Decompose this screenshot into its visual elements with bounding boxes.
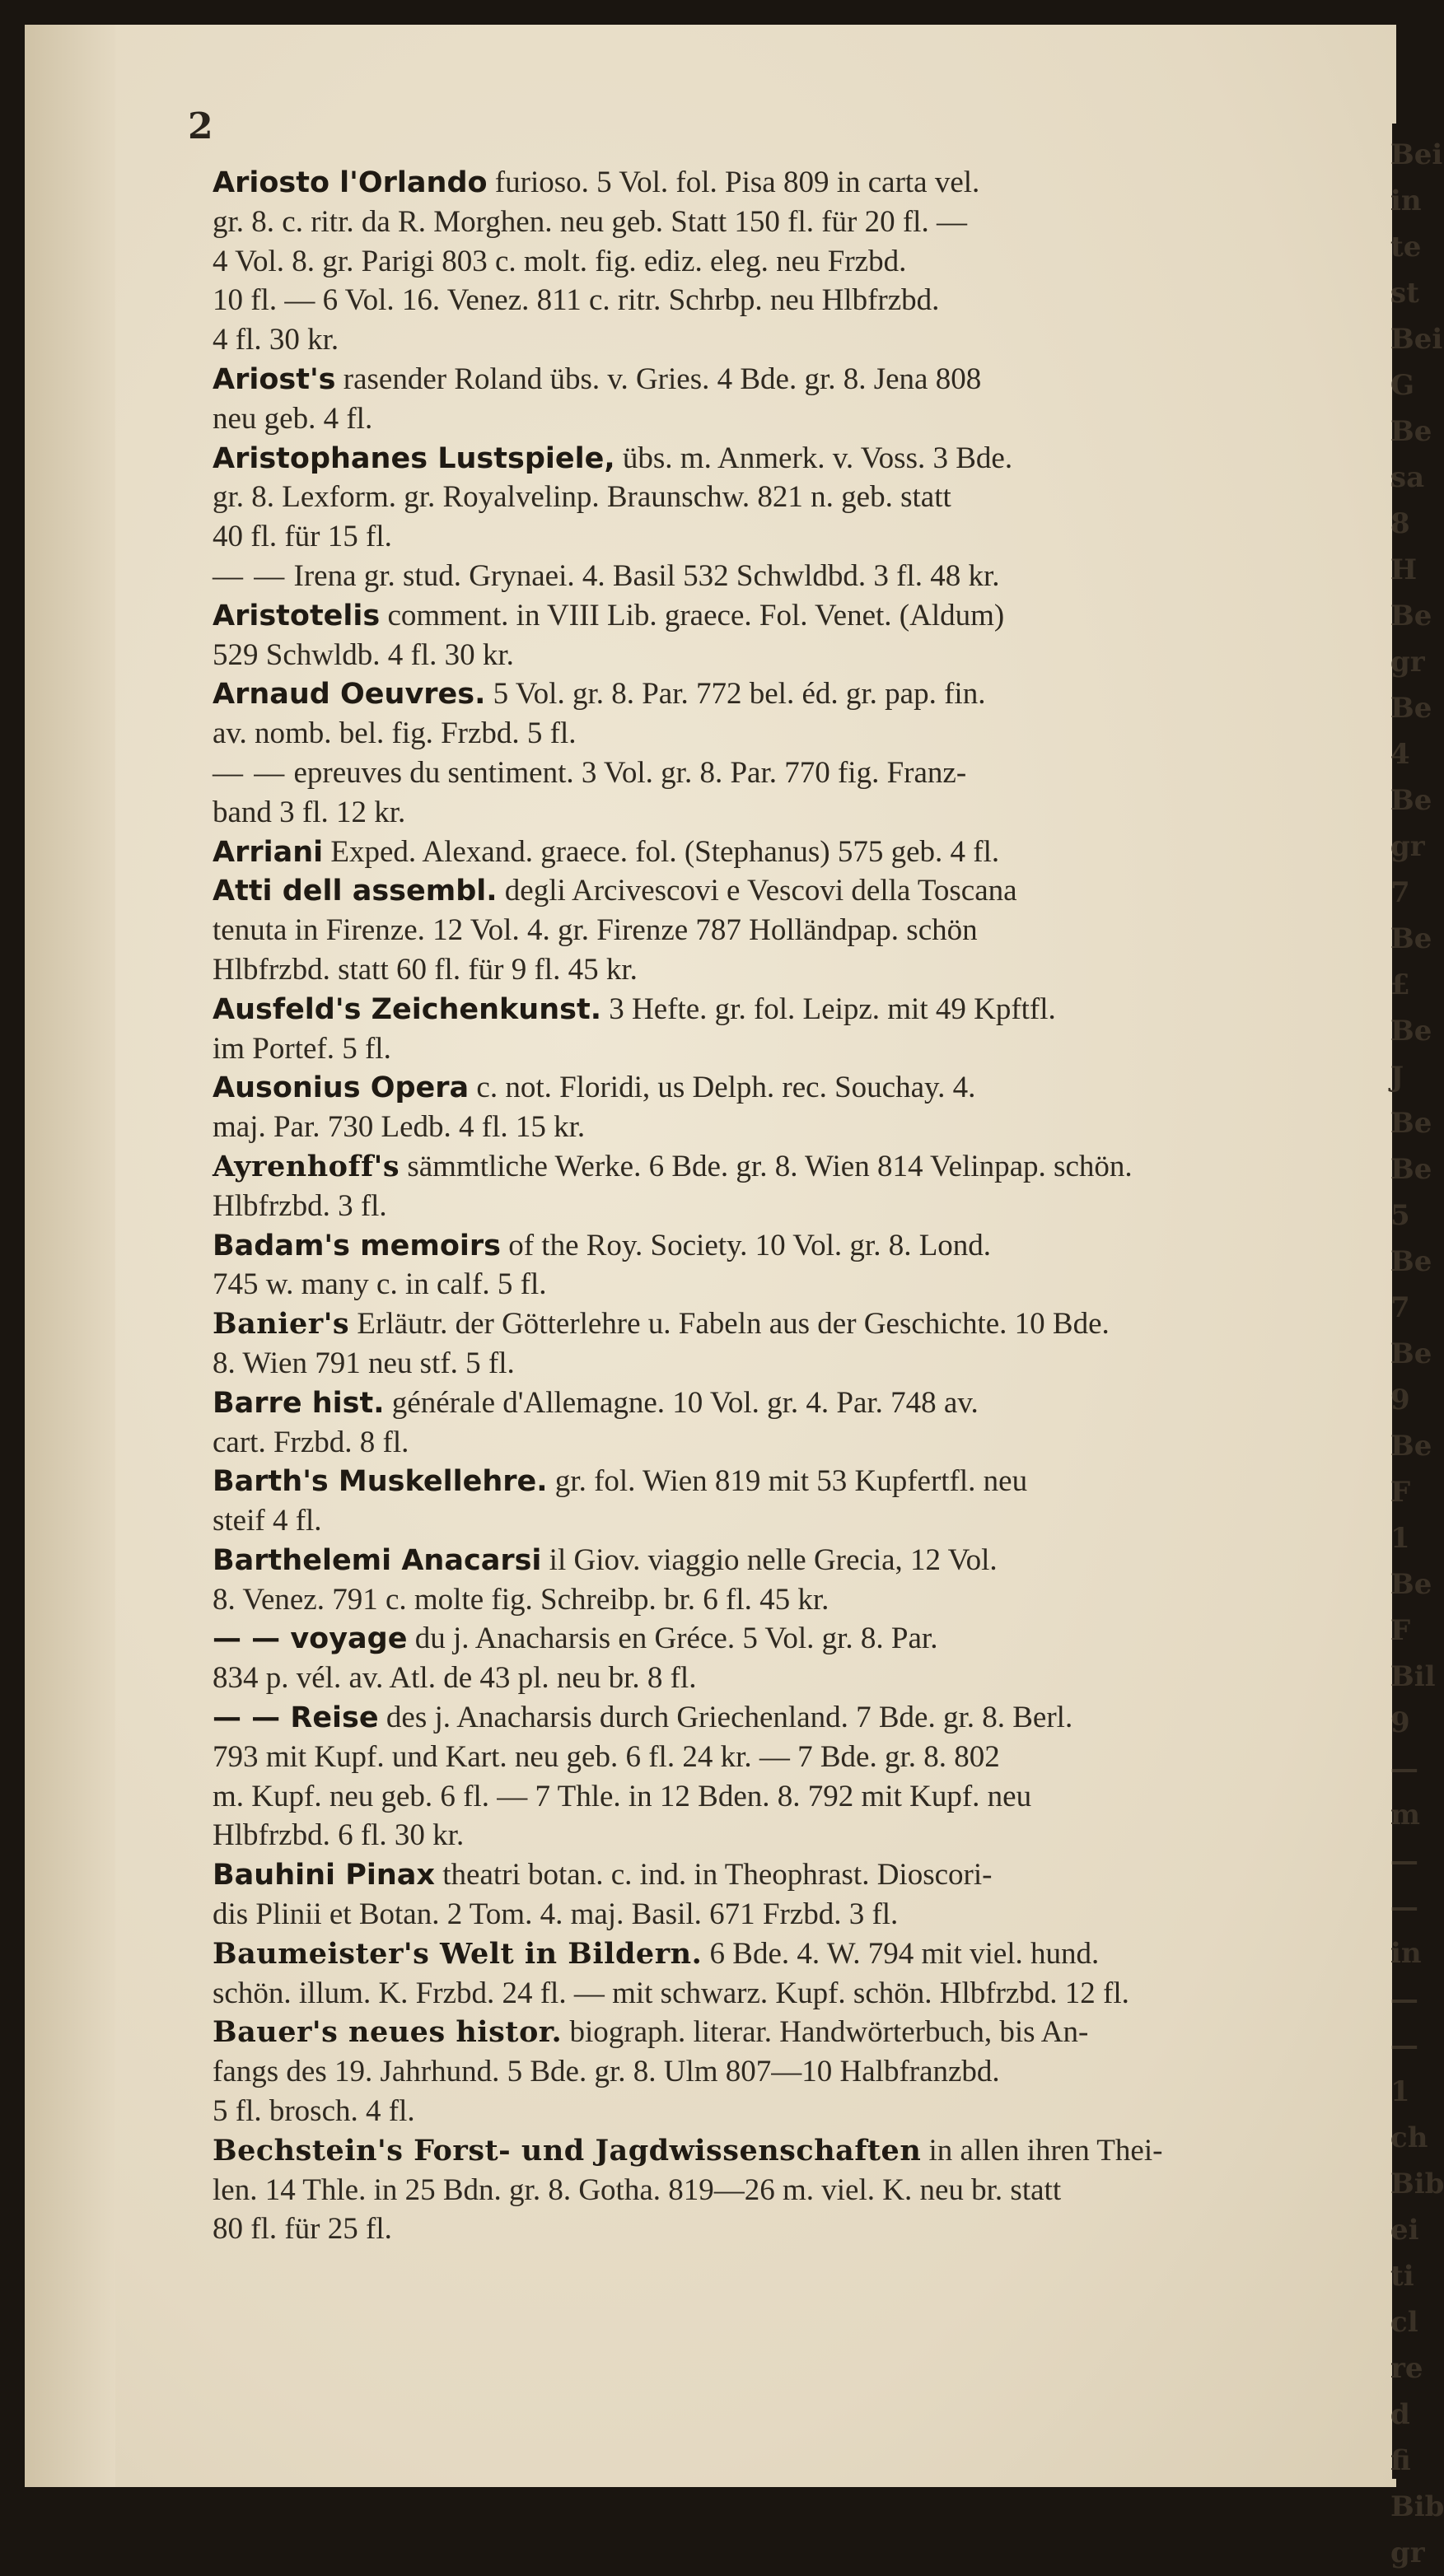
entry-text: 793 mit Kupf. und Kart. neu geb. 6 fl. 24 kr. — 7 Bde. gr. 8. 802 — [213, 1739, 1000, 1774]
entry-text: Erläutr. der Götterlehre u. Fabeln aus der Geschichte. 10 Bde. — [349, 1307, 1110, 1342]
entry-text: neu geb. 4 fl. — [213, 401, 373, 436]
entry-first-line — [213, 557, 1390, 596]
edge-fragment: 5 — [1390, 1199, 1410, 1232]
entry-continuation-line — [213, 714, 1390, 754]
page-number: 2 — [188, 105, 213, 147]
edge-fragment: st — [1390, 277, 1419, 310]
catalog-entry — [213, 1147, 1390, 1226]
entry-continuation-line — [213, 1344, 1390, 1384]
entry-keyword: Barth's Muskellehre. — [213, 1465, 548, 1499]
entry-continuation-line — [213, 1580, 1390, 1620]
edge-fragment: in — [1390, 184, 1422, 217]
entry-first-line — [213, 1855, 1390, 1895]
entry-continuation-line — [213, 242, 1390, 282]
entry-first-line — [213, 674, 1390, 714]
entry-text: m. Kupf. neu geb. 6 fl. — 7 Thle. in 12 Bden. 8. 792 mit Kupf. neu — [213, 1779, 1032, 1813]
edge-fragment: ch — [1390, 2121, 1428, 2154]
entry-text: Exped. Alexand. graece. fol. (Stephanus) 575 geb. 4 fl. — [323, 834, 1000, 869]
entry-text: du j. Anacharsis en Gréce. 5 Vol. gr. 8. Par. — [407, 1622, 938, 1656]
edge-fragment: ti — [1390, 2260, 1414, 2293]
entry-first-line — [213, 1934, 1390, 1974]
entry-first-line — [213, 163, 1390, 203]
entry-continuation-line — [213, 1265, 1390, 1304]
entry-continuation-line — [213, 1659, 1390, 1698]
facing-page-edge — [1390, 132, 1444, 2576]
edge-fragment: Be — [1390, 1107, 1432, 1140]
entry-first-line — [213, 1384, 1390, 1423]
entry-text: theatri botan. c. ind. in Theophrast. Dioscori- — [435, 1858, 993, 1892]
entry-text: 8. Wien 791 neu stf. 5 fl. — [213, 1346, 515, 1380]
entry-continuation-line — [213, 950, 1390, 990]
entry-first-line — [213, 754, 1390, 793]
edge-fragment: fi — [1390, 2444, 1411, 2477]
entry-first-line — [213, 1541, 1390, 1580]
catalog-entry — [213, 871, 1390, 989]
edge-fragment: Be — [1390, 415, 1432, 448]
entry-keyword: — — — [213, 755, 287, 790]
entry-continuation-line — [213, 1738, 1390, 1777]
entry-keyword: Ausonius Opera — [213, 1071, 470, 1105]
entry-text: maj. Par. 730 Ledb. 4 fl. 15 kr. — [213, 1110, 586, 1145]
edge-fragment: gr — [1390, 830, 1425, 863]
entry-text: 8. Venez. 791 c. molte fig. Schreibp. br. 6 fl. 45 kr. — [213, 1582, 829, 1617]
catalog-entry — [213, 439, 1390, 557]
entry-keyword: Ariost's — [213, 362, 336, 396]
catalog-page — [25, 25, 1396, 2487]
entry-text: gr. fol. Wien 819 mit 53 Kupfertfl. neu — [547, 1464, 1028, 1499]
entry-first-line — [213, 1226, 1390, 1266]
entry-continuation-line — [213, 793, 1390, 833]
edge-fragment: — — [1390, 1752, 1418, 1785]
entry-continuation-line — [213, 203, 1390, 242]
page-fold-shadow — [25, 25, 115, 2487]
entry-text: il Giov. viaggio nelle Grecia, 12 Vol. — [541, 1542, 998, 1577]
edge-fragment: Be — [1390, 1153, 1432, 1186]
edge-fragment: Be — [1390, 1337, 1432, 1370]
catalog-entry — [213, 596, 1390, 675]
edge-fragment: Bei — [1390, 138, 1443, 171]
catalog-entry — [213, 2131, 1390, 2249]
entry-text: 4 Vol. 8. gr. Parigi 803 c. molt. fig. ediz. eleg. neu Frzbd. — [213, 244, 907, 278]
catalog-entry — [213, 1541, 1390, 1620]
catalog-entry — [213, 754, 1390, 833]
entry-text: degli Arcivescovi e Vescovi della Toscana — [497, 874, 1017, 908]
edge-fragment: re — [1390, 2352, 1423, 2385]
entry-first-line — [213, 1462, 1390, 1501]
entry-text: rasender Roland übs. v. Gries. 4 Bde. gr. 8. Jena 808 — [335, 362, 982, 396]
edge-fragment: 1 — [1390, 2075, 1410, 2108]
edge-fragment: d — [1390, 2398, 1410, 2431]
edge-fragment: Bil — [1390, 1660, 1436, 1693]
entry-text: biograph. literar. Handwörterbuch, bis An- — [562, 2015, 1089, 2050]
entry-first-line — [213, 2131, 1390, 2171]
entry-continuation-line — [213, 1187, 1390, 1226]
catalog-entry — [213, 1384, 1390, 1463]
entry-continuation-line — [213, 399, 1390, 439]
catalog-entry — [213, 1462, 1390, 1541]
entry-keyword: — — Reise — [213, 1701, 379, 1735]
entry-text: im Portef. 5 fl. — [213, 1031, 391, 1066]
entry-keyword: Banier's — [213, 1307, 350, 1342]
entry-keyword: Barthelemi Anacarsi — [213, 1543, 542, 1577]
catalog-entry — [213, 360, 1390, 439]
entry-first-line — [213, 833, 1390, 872]
edge-fragment: 9 — [1390, 1706, 1410, 1739]
entry-first-line — [213, 360, 1390, 399]
edge-fragment: 4 — [1390, 738, 1410, 771]
entry-text: gr. 8. c. ritr. da R. Morghen. neu geb. Statt 150 fl. für 20 fl. — — [213, 204, 967, 239]
entry-keyword: — — — [213, 558, 287, 593]
edge-fragment: Be — [1390, 1568, 1432, 1601]
entry-text: Hlbfrzbd. 6 fl. 30 kr. — [213, 1818, 465, 1853]
edge-fragment: — — [1390, 1845, 1418, 1878]
edge-fragment: 7 — [1390, 1291, 1410, 1324]
edge-fragment: 1 — [1390, 1522, 1410, 1555]
entry-text: 4 fl. 30 kr. — [213, 323, 339, 357]
entry-keyword: Badam's memoirs — [213, 1229, 501, 1262]
entry-keyword: Barre hist. — [213, 1386, 385, 1420]
entry-continuation-line — [213, 1777, 1390, 1817]
entry-continuation-line — [213, 478, 1390, 517]
entry-continuation-line — [213, 2210, 1390, 2249]
entry-keyword: Ayrenhoff's — [213, 1149, 400, 1183]
entry-text: band 3 fl. 12 kr. — [213, 795, 406, 829]
edge-fragment: Bei — [1390, 323, 1443, 356]
entry-text: sämmtliche Werke. 6 Bde. gr. 8. Wien 814 Velinpap. schön. — [400, 1149, 1133, 1183]
entry-keyword: — — voyage — [213, 1622, 408, 1656]
edge-fragment: Be — [1390, 922, 1432, 955]
edge-fragment: cl — [1390, 2306, 1418, 2339]
edge-fragment: — — [1390, 1891, 1418, 1924]
entry-text: dis Plinii et Botan. 2 Tom. 4. maj. Basil. 671 Frzbd. 3 fl. — [213, 1897, 899, 1932]
entry-text: Irena gr. stud. Grynaei. 4. Basil 532 Schwldbd. 3 fl. 48 kr. — [286, 558, 1000, 593]
entry-text: 10 fl. — 6 Vol. 16. Venez. 811 c. ritr. Schrbp. neu Hlbfrzbd. — [213, 283, 940, 318]
entry-text: av. nomb. bel. fig. Frzbd. 5 fl. — [213, 716, 577, 751]
entry-keyword: Baumeister's Welt in Bildern. — [213, 1936, 703, 1971]
edge-fragment: gr — [1390, 2536, 1425, 2569]
edge-fragment: — — [1390, 2029, 1418, 2062]
entry-text: 5 fl. brosch. 4 fl. — [213, 2094, 415, 2129]
entry-continuation-line — [213, 1423, 1390, 1463]
entry-keyword: Aristotelis — [213, 599, 381, 632]
edge-fragment: Be — [1390, 1015, 1432, 1048]
entry-continuation-line — [213, 320, 1390, 360]
entry-first-line — [213, 1619, 1390, 1659]
entry-text: 40 fl. für 15 fl. — [213, 520, 392, 554]
edge-fragment: Be — [1390, 692, 1432, 725]
entry-text: übs. m. Anmerk. v. Voss. 3 Bde. — [615, 441, 1013, 475]
entry-text: c. not. Floridi, us Delph. rec. Souchay. 4. — [469, 1071, 976, 1105]
entry-first-line — [213, 1068, 1390, 1108]
edge-fragment: Be — [1390, 600, 1432, 632]
edge-fragment: G — [1390, 369, 1415, 402]
entry-text: Hlbfrzbd. statt 60 fl. für 9 fl. 45 kr. — [213, 952, 638, 987]
catalog-entry — [213, 163, 1390, 360]
catalog-entry — [213, 1934, 1390, 2014]
catalog-entry — [213, 1698, 1390, 1855]
edge-fragment: Bib — [1390, 2490, 1444, 2523]
entry-continuation-line — [213, 281, 1390, 320]
catalog-entries — [213, 163, 1390, 2249]
entry-text: 80 fl. für 25 fl. — [213, 2212, 392, 2247]
entry-first-line — [213, 2013, 1390, 2052]
edge-fragment: m — [1390, 1799, 1420, 1832]
edge-fragment: £ — [1390, 968, 1410, 1001]
entry-continuation-line — [213, 636, 1390, 675]
edge-fragment: sa — [1390, 461, 1425, 494]
entry-keyword: Aristophanes Lustspiele, — [213, 441, 615, 475]
entry-text: Hlbfrzbd. 3 fl. — [213, 1188, 387, 1223]
entry-text: comment. in VIII Lib. graece. Fol. Venet. (Aldum) — [380, 598, 1005, 632]
edge-fragment: 7 — [1390, 876, 1410, 909]
edge-fragment: 9 — [1390, 1384, 1410, 1416]
entry-text: générale d'Allemagne. 10 Vol. gr. 4. Par. 748 av. — [384, 1385, 979, 1420]
entry-text: cart. Frzbd. 8 fl. — [213, 1425, 409, 1459]
entry-first-line — [213, 596, 1390, 636]
entry-keyword: Ariosto l'Orlando — [213, 166, 488, 199]
entry-first-line — [213, 871, 1390, 911]
entry-continuation-line — [213, 517, 1390, 557]
entry-keyword: Atti dell assembl. — [213, 875, 498, 908]
entry-continuation-line — [213, 1816, 1390, 1855]
entry-continuation-line — [213, 2052, 1390, 2092]
entry-text: tenuta in Firenze. 12 Vol. 4. gr. Firenze 787 Holländpap. schön — [213, 913, 978, 948]
edge-fragment: Be — [1390, 1245, 1432, 1278]
entry-keyword: Arnaud Oeuvres. — [213, 678, 486, 712]
catalog-entry — [213, 990, 1390, 1069]
entry-text: des j. Anacharsis durch Griechenland. 7 Bde. gr. 8. Berl. — [378, 1701, 1073, 1735]
edge-fragment: Be — [1390, 1430, 1432, 1463]
catalog-entry — [213, 1226, 1390, 1305]
entry-text: furioso. 5 Vol. fol. Pisa 809 in carta vel. — [487, 166, 980, 199]
edge-fragment: in — [1390, 1937, 1422, 1970]
entry-continuation-line — [213, 2092, 1390, 2131]
entry-first-line — [213, 439, 1390, 478]
edge-fragment: gr — [1390, 646, 1425, 679]
edge-fragment: ei — [1390, 2214, 1419, 2247]
entry-continuation-line — [213, 1974, 1390, 2014]
entry-text: 529 Schwldb. 4 fl. 30 kr. — [213, 637, 514, 672]
entry-first-line — [213, 1304, 1390, 1344]
edge-fragment: J — [1390, 1061, 1404, 1094]
entry-continuation-line — [213, 1108, 1390, 1147]
entry-first-line — [213, 1147, 1390, 1187]
entry-continuation-line — [213, 2171, 1390, 2210]
entry-keyword: Arriani — [213, 835, 324, 869]
entry-text: 3 Hefte. gr. fol. Leipz. mit 49 Kpftfl. — [601, 992, 1056, 1026]
entry-keyword: Ausfeld's Zeichenkunst. — [213, 992, 601, 1026]
entry-text: 6 Bde. 4. W. 794 mit viel. hund. — [702, 1936, 1100, 1971]
entry-text: fangs des 19. Jahrhund. 5 Bde. gr. 8. Ulm 807—10 Halbfranzbd. — [213, 2055, 1000, 2089]
entry-text: 745 w. many c. in calf. 5 fl. — [213, 1267, 547, 1302]
entry-text: epreuves du sentiment. 3 Vol. gr. 8. Par. 770 fig. Franz- — [286, 755, 967, 790]
edge-fragment: Be — [1390, 784, 1432, 817]
edge-fragment: F — [1390, 1476, 1411, 1509]
edge-fragment: — — [1390, 1983, 1418, 2016]
entry-keyword: Bauhini Pinax — [213, 1859, 435, 1892]
catalog-entry — [213, 557, 1390, 596]
catalog-entry — [213, 2013, 1390, 2130]
catalog-entry — [213, 1068, 1390, 1147]
entry-keyword: Bauer's neues histor. — [213, 2015, 563, 2050]
edge-fragment: H — [1390, 553, 1418, 586]
entry-text: of the Roy. Society. 10 Vol. gr. 8. Lond. — [500, 1228, 992, 1262]
entry-text: schön. illum. K. Frzbd. 24 fl. — mit schwarz. Kupf. schön. Hlbfrzbd. 12 fl. — [213, 1976, 1129, 2010]
entry-first-line — [213, 990, 1390, 1029]
catalog-entry — [213, 1619, 1390, 1698]
entry-text: steif 4 fl. — [213, 1504, 322, 1538]
entry-continuation-line — [213, 1501, 1390, 1541]
entry-first-line — [213, 1698, 1390, 1738]
edge-fragment: Bib — [1390, 2168, 1444, 2200]
entry-continuation-line — [213, 1029, 1390, 1069]
edge-fragment: 8 — [1390, 507, 1410, 540]
entry-text: 834 p. vél. av. Atl. de 43 pl. neu br. 8 fl. — [213, 1661, 697, 1696]
entry-keyword: Bechstein's Forst- und Jagdwissenschaften — [213, 2133, 922, 2168]
edge-fragment: te — [1390, 231, 1422, 264]
catalog-entry — [213, 833, 1390, 872]
entry-continuation-line — [213, 1895, 1390, 1934]
edge-fragment: F — [1390, 1614, 1411, 1647]
catalog-entry — [213, 1855, 1390, 1934]
catalog-entry — [213, 674, 1390, 754]
entry-text: in allen ihren Thei- — [921, 2133, 1163, 2168]
entry-text: gr. 8. Lexform. gr. Royalvelinp. Braunschw. 821 n. geb. statt — [213, 480, 951, 515]
entry-text: 5 Vol. gr. 8. Par. 772 bel. éd. gr. pap. fin. — [485, 677, 986, 712]
entry-text: len. 14 Thle. in 25 Bdn. gr. 8. Gotha. 819—26 m. viel. K. neu br. statt — [213, 2172, 1062, 2207]
catalog-entry — [213, 1304, 1390, 1384]
entry-continuation-line — [213, 911, 1390, 950]
